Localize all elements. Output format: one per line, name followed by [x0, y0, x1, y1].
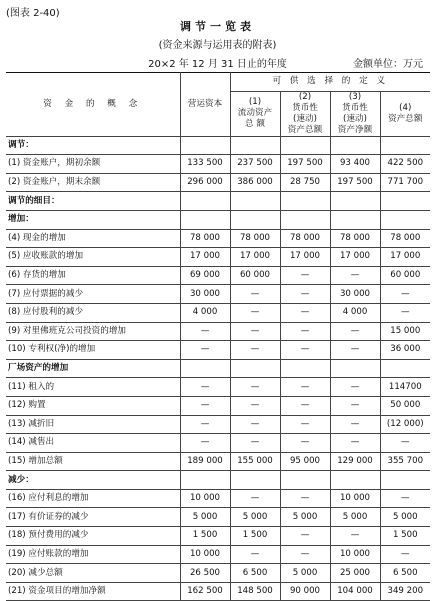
value-cell: — [280, 322, 330, 341]
value-cell: — [280, 266, 330, 285]
value-cell: — [280, 489, 330, 508]
value-cell: — [230, 396, 280, 415]
table-row [6, 489, 430, 508]
value-cell: 26 500 [180, 564, 230, 583]
table-row [6, 248, 430, 267]
definition-col-number: (2) [298, 91, 312, 102]
value-cell: 1 500 [380, 527, 430, 546]
value-cell: — [230, 378, 280, 397]
value-cell: 78 000 [230, 229, 280, 248]
row-label: (6) 存货的增加 [6, 266, 180, 285]
value-cell: — [230, 285, 280, 304]
value-cell: 114700 [380, 378, 430, 397]
value-cell: 386 000 [230, 173, 280, 192]
value-cell: 10 000 [180, 545, 230, 564]
table-row [6, 415, 430, 434]
row-label: (16) 应付利息的增加 [6, 489, 180, 508]
value-cell [180, 192, 230, 211]
value-cell: — [280, 434, 330, 453]
value-cell: 237 500 [230, 155, 280, 174]
value-cell: 78 000 [280, 229, 330, 248]
row-label: (18) 预付费用的减少 [6, 527, 180, 546]
table-row [6, 545, 430, 564]
value-cell: 6 500 [380, 564, 430, 583]
row-label: (21) 资金项目的增加净额 [6, 582, 180, 601]
value-cell: — [380, 285, 430, 304]
period-label: 20×2 年 12 月 31 日止的年度 [148, 59, 287, 70]
definition-col-header [230, 91, 280, 136]
value-cell: — [330, 396, 380, 415]
row-label: (13) 减折旧 [6, 415, 180, 434]
value-cell: 1 500 [180, 527, 230, 546]
value-cell: 50 000 [380, 396, 430, 415]
value-cell: — [330, 341, 380, 360]
row-label: 厂场资产的增加 [6, 359, 180, 378]
row-label: (5) 应收账款的增加 [6, 248, 180, 267]
row-label: (17) 有价证券的减少 [6, 508, 180, 527]
figure-number: (图表 2-40) [6, 8, 60, 19]
value-cell: 5 000 [180, 508, 230, 527]
value-cell: 15 000 [380, 322, 430, 341]
row-label: (12) 购置 [6, 396, 180, 415]
table-row [6, 508, 430, 527]
table-row [6, 452, 430, 471]
table-row [6, 341, 430, 360]
table-title: 调节一览表 [180, 20, 255, 33]
value-cell [380, 471, 430, 490]
row-label: 减少： [6, 471, 180, 490]
value-cell: 90 000 [280, 582, 330, 601]
value-cell: 60 000 [380, 266, 430, 285]
value-cell: — [280, 545, 330, 564]
row-label: (4) 现金的增加 [6, 229, 180, 248]
value-cell: 78 000 [330, 229, 380, 248]
value-cell: — [280, 303, 330, 322]
definition-col-label: 资产净额 [337, 124, 373, 135]
table-row [6, 582, 430, 601]
section-heading-row [6, 471, 430, 490]
value-cell [330, 136, 380, 155]
section-heading-row [6, 359, 430, 378]
row-label: (20) 减少总额 [6, 564, 180, 583]
value-cell: — [230, 415, 280, 434]
value-cell [180, 471, 230, 490]
row-label: (15) 增加总额 [6, 452, 180, 471]
value-cell: 155 000 [230, 452, 280, 471]
value-cell [380, 210, 430, 229]
table-row [6, 266, 430, 285]
value-cell: 95 000 [280, 452, 330, 471]
value-cell [380, 359, 430, 378]
unit-label: 金额单位：万元 [353, 59, 423, 70]
reconciliation-table [6, 72, 430, 601]
value-cell [330, 359, 380, 378]
section-heading-row [6, 136, 430, 155]
row-label: 增加： [6, 210, 180, 229]
value-cell: 422 500 [380, 155, 430, 174]
value-cell: — [230, 341, 280, 360]
value-cell: 10 000 [330, 545, 380, 564]
value-cell: 771 700 [380, 173, 430, 192]
value-cell [180, 210, 230, 229]
value-cell: 296 000 [180, 173, 230, 192]
table-row [6, 229, 430, 248]
value-cell: 30 000 [180, 285, 230, 304]
value-cell: 17 000 [180, 248, 230, 267]
value-cell: — [330, 378, 380, 397]
value-cell [230, 471, 280, 490]
value-cell [180, 359, 230, 378]
value-cell: 25 000 [330, 564, 380, 583]
value-cell: 93 400 [330, 155, 380, 174]
definition-col-header [330, 91, 380, 136]
definition-col-label: 流动资产 [237, 108, 273, 119]
value-cell: 355 700 [380, 452, 430, 471]
value-cell: 1 500 [230, 527, 280, 546]
definition-col-label: 资产总额 [388, 113, 423, 124]
definition-col-number: (3) [348, 91, 362, 102]
concept-header: 资 金 的 概 念 [6, 73, 180, 137]
table-subtitle: (资金来源与运用表的附表) [158, 40, 277, 51]
row-label: (2) 资金账户，期末余额 [6, 173, 180, 192]
value-cell: 5 000 [230, 508, 280, 527]
value-cell [330, 192, 380, 211]
value-cell: 69 000 [180, 266, 230, 285]
definition-col-label: (速动) [293, 113, 317, 124]
row-label: (19) 应付账款的增加 [6, 545, 180, 564]
value-cell: 36 000 [380, 341, 430, 360]
value-cell: 133 500 [180, 155, 230, 174]
value-cell: 60 000 [230, 266, 280, 285]
value-cell: — [380, 303, 430, 322]
value-cell: 129 000 [330, 452, 380, 471]
value-cell: 5 000 [330, 508, 380, 527]
value-cell [380, 136, 430, 155]
value-cell: (12 000) [380, 415, 430, 434]
value-cell [280, 136, 330, 155]
value-cell: — [380, 434, 430, 453]
row-label: 调节： [6, 136, 180, 155]
value-cell: — [180, 396, 230, 415]
definition-col-number: (1) [248, 97, 262, 108]
value-cell: 5 000 [280, 508, 330, 527]
table-body [6, 136, 430, 601]
value-cell: 17 000 [330, 248, 380, 267]
value-cell: — [280, 415, 330, 434]
value-cell: 197 500 [280, 155, 330, 174]
value-cell [230, 359, 280, 378]
row-label: (11) 租入的 [6, 378, 180, 397]
value-cell: 17 000 [280, 248, 330, 267]
value-cell: — [330, 434, 380, 453]
value-cell: — [280, 396, 330, 415]
value-cell: — [180, 415, 230, 434]
table-row [6, 434, 430, 453]
value-cell: 10 000 [180, 489, 230, 508]
definition-col-label: 总 额 [245, 119, 265, 130]
table-row [6, 173, 430, 192]
definition-col-label: 货币性 [292, 102, 318, 113]
table-header [6, 73, 430, 137]
definition-col-number: (4) [399, 102, 412, 113]
value-cell: — [280, 378, 330, 397]
value-cell: 4 000 [180, 303, 230, 322]
value-cell: 5 000 [280, 564, 330, 583]
row-label: (1) 资金账户，期初余额 [6, 155, 180, 174]
value-cell: — [180, 434, 230, 453]
value-cell: 78 000 [180, 229, 230, 248]
value-cell: — [230, 303, 280, 322]
value-cell: 10 000 [330, 489, 380, 508]
section-heading-row [6, 192, 430, 211]
value-cell: — [230, 545, 280, 564]
value-cell: 17 000 [230, 248, 280, 267]
row-label: (14) 减售出 [6, 434, 180, 453]
value-cell [230, 192, 280, 211]
row-label: (10) 专利权(净)的增加 [6, 341, 180, 360]
value-cell [280, 471, 330, 490]
value-cell [280, 359, 330, 378]
table-row [6, 396, 430, 415]
value-cell: 28 750 [280, 173, 330, 192]
value-cell: — [280, 285, 330, 304]
section-heading-row [6, 210, 430, 229]
value-cell: 30 000 [330, 285, 380, 304]
definition-col-label: 资产总额 [287, 124, 323, 135]
value-cell [280, 210, 330, 229]
value-cell [230, 210, 280, 229]
value-cell: — [180, 378, 230, 397]
value-cell: — [180, 341, 230, 360]
row-label: (7) 应付票据的减少 [6, 285, 180, 304]
value-cell: — [230, 489, 280, 508]
working-capital-header: 营运资本 [180, 73, 230, 137]
value-cell: — [380, 489, 430, 508]
value-cell: — [280, 341, 330, 360]
value-cell: 104 000 [330, 582, 380, 601]
definition-col-label: (速动) [343, 113, 367, 124]
definition-col-header [280, 91, 330, 136]
value-cell: — [330, 266, 380, 285]
table-row [6, 303, 430, 322]
row-label: 调节的细目： [6, 192, 180, 211]
value-cell: 349 200 [380, 582, 430, 601]
value-cell: — [330, 415, 380, 434]
value-cell: 6 500 [230, 564, 280, 583]
value-cell [330, 210, 380, 229]
value-cell: — [230, 322, 280, 341]
value-cell: — [180, 322, 230, 341]
row-label: (8) 应付股利的减少 [6, 303, 180, 322]
value-cell: — [330, 527, 380, 546]
value-cell [380, 192, 430, 211]
table-row [6, 155, 430, 174]
definitions-group-header: 可 供 选 择 的 定 义 [230, 73, 430, 92]
value-cell [230, 136, 280, 155]
table-row [6, 285, 430, 304]
definition-col-label: 货币性 [342, 102, 368, 113]
value-cell: 148 500 [230, 582, 280, 601]
value-cell: — [380, 545, 430, 564]
value-cell: — [280, 527, 330, 546]
table-row [6, 378, 430, 397]
value-cell [330, 471, 380, 490]
definition-col-header [380, 91, 430, 136]
table-row [6, 322, 430, 341]
value-cell [180, 136, 230, 155]
value-cell: 5 000 [380, 508, 430, 527]
value-cell: 4 000 [330, 303, 380, 322]
row-label: (9) 对里佛班克公司投资的增加 [6, 322, 180, 341]
value-cell: 189 000 [180, 452, 230, 471]
value-cell: 78 000 [380, 229, 430, 248]
value-cell: 197 500 [330, 173, 380, 192]
value-cell: — [330, 322, 380, 341]
value-cell: 162 500 [180, 582, 230, 601]
value-cell [280, 192, 330, 211]
value-cell: — [230, 434, 280, 453]
table-row [6, 527, 430, 546]
value-cell: 17 000 [380, 248, 430, 267]
